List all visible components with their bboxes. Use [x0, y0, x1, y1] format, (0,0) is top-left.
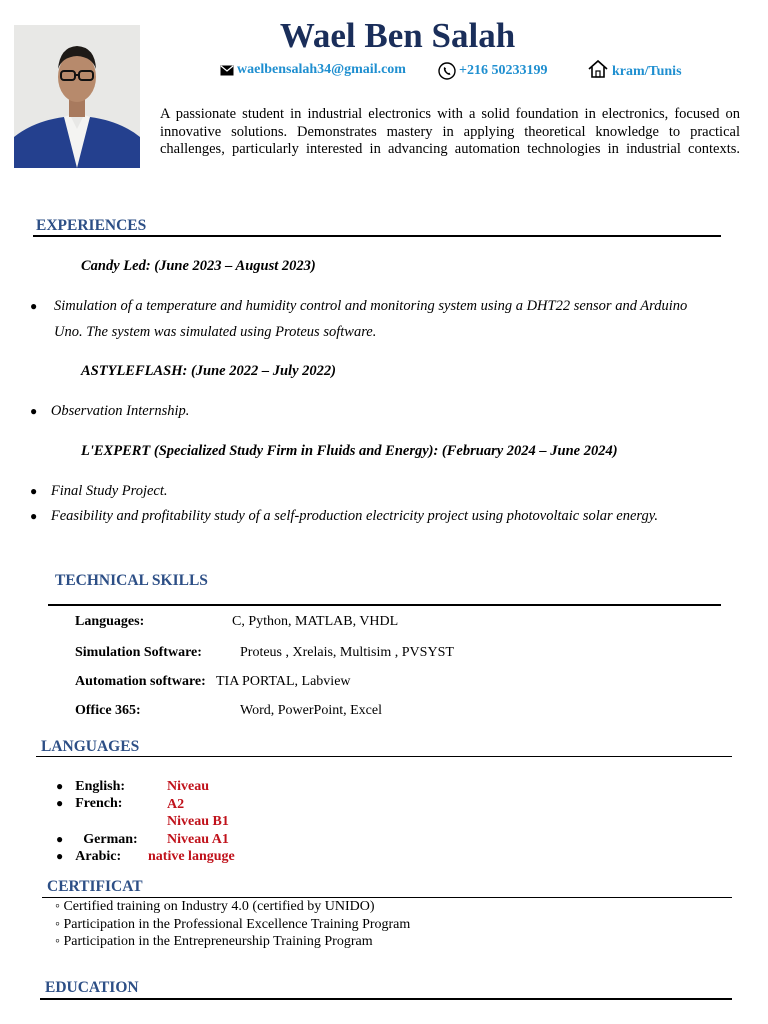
list-item: ◦ Participation in the Entrepreneurship Training Program: [55, 934, 373, 949]
languages-heading: LANGUAGES: [41, 738, 140, 755]
education-heading: EDUCATION: [45, 979, 139, 996]
circle-bullet-icon: ◦: [55, 917, 64, 932]
skill-label: Automation software:: [75, 674, 206, 689]
phone-icon: [438, 62, 456, 80]
languages-divider: [36, 756, 732, 757]
profile-summary: A passionate student in industrial electronics with a solid foundation in electronics, focused on innovative solutions. Demonstrates mastery in applying theoretical knowledge to practical challenges, particularly interested in advancing automation technologies in industrial contexts.: [160, 106, 740, 157]
list-item: [30, 398, 189, 424]
skill-value: C, Python, MATLAB, VHDL: [232, 614, 399, 629]
job-bullet-text: Simulation of a temperature and humidity control and monitoring system using a DHT22 sensor and Arduino: [54, 298, 688, 314]
phone-contact[interactable]: [438, 62, 547, 80]
bullet-icon: ●: [56, 832, 64, 846]
job-title: ASTYLEFLASH: (June 2022 – July 2022): [81, 363, 336, 379]
bullet-icon: ●: [30, 484, 38, 498]
language-level: Niveau: [167, 779, 209, 794]
bullet-icon: ●: [30, 299, 38, 313]
portrait-image: [14, 25, 140, 168]
job-title: Candy Led: (June 2023 – August 2023): [81, 258, 316, 274]
experiences-divider: [33, 235, 721, 237]
envelope-icon: [220, 65, 234, 76]
bullet-icon: ●: [30, 404, 38, 418]
job-bullet-text: Observation Internship.: [50, 403, 190, 419]
home-icon: [587, 59, 609, 79]
list-item: ◦ Participation in the Professional Excellence Training Program: [55, 917, 411, 932]
skills-heading: TECHNICAL SKILLS: [55, 572, 208, 589]
bullet-icon: ●: [56, 796, 64, 810]
email-contact[interactable]: [220, 62, 406, 78]
education-divider: [40, 998, 732, 1000]
job-bullet-text: Final Study Project.: [50, 483, 168, 499]
language-french: ● French:: [56, 796, 123, 811]
phone-link[interactable]: +216 50233199: [459, 63, 548, 78]
location-contact: [587, 58, 682, 80]
profile-photo: [14, 25, 140, 168]
circle-bullet-icon: ◦: [55, 899, 64, 914]
language-level: native languge: [148, 849, 235, 864]
bullet-icon: ●: [56, 779, 64, 793]
circle-bullet-icon: ◦: [55, 934, 64, 949]
bullet-icon: ●: [30, 509, 38, 523]
skill-value: Word, PowerPoint, Excel: [240, 703, 382, 718]
language-level: Niveau B1: [167, 814, 229, 829]
skill-label: Office 365:: [75, 703, 141, 718]
list-item: ◦ Certified training on Industry 4.0 (certified by UNIDO): [55, 899, 375, 914]
language-german: ● German:: [56, 832, 138, 847]
certificat-heading: CERTIFICAT: [47, 878, 143, 895]
skill-label: Languages:: [75, 614, 145, 629]
job-title: L'EXPERT (Specialized Study Firm in Fluids and Energy): (February 2024 – June 2024): [81, 443, 618, 459]
language-arabic: ● Arabic:: [56, 849, 122, 864]
language-english: ● English:: [56, 779, 126, 794]
job-bullet-list: [30, 293, 750, 345]
job-bullet-text: Uno. The system was simulated using Proteus software.: [54, 324, 377, 340]
list-item: [30, 478, 168, 504]
candidate-name: Wael Ben Salah: [279, 16, 516, 55]
skill-value: Proteus , Xrelais, Multisim , PVSYST: [240, 645, 454, 660]
skills-divider: [48, 604, 721, 606]
list-item: [30, 293, 750, 345]
location-text: kram/Tunis: [612, 64, 682, 79]
bullet-icon: ●: [56, 849, 64, 863]
experiences-heading: EXPERIENCES: [36, 217, 147, 234]
certificat-divider: [42, 897, 732, 898]
language-level: A2: [167, 797, 185, 812]
skill-value: TIA PORTAL, Labview: [216, 674, 351, 689]
skill-label: Simulation Software:: [75, 645, 202, 660]
job-bullet-text: Feasibility and profitability study of a self-production electricity project using photovoltaic solar energy.: [50, 508, 659, 524]
email-link[interactable]: waelbensalah34@gmail.com: [237, 62, 406, 77]
language-level: Niveau A1: [167, 832, 229, 847]
list-item: [30, 503, 658, 529]
